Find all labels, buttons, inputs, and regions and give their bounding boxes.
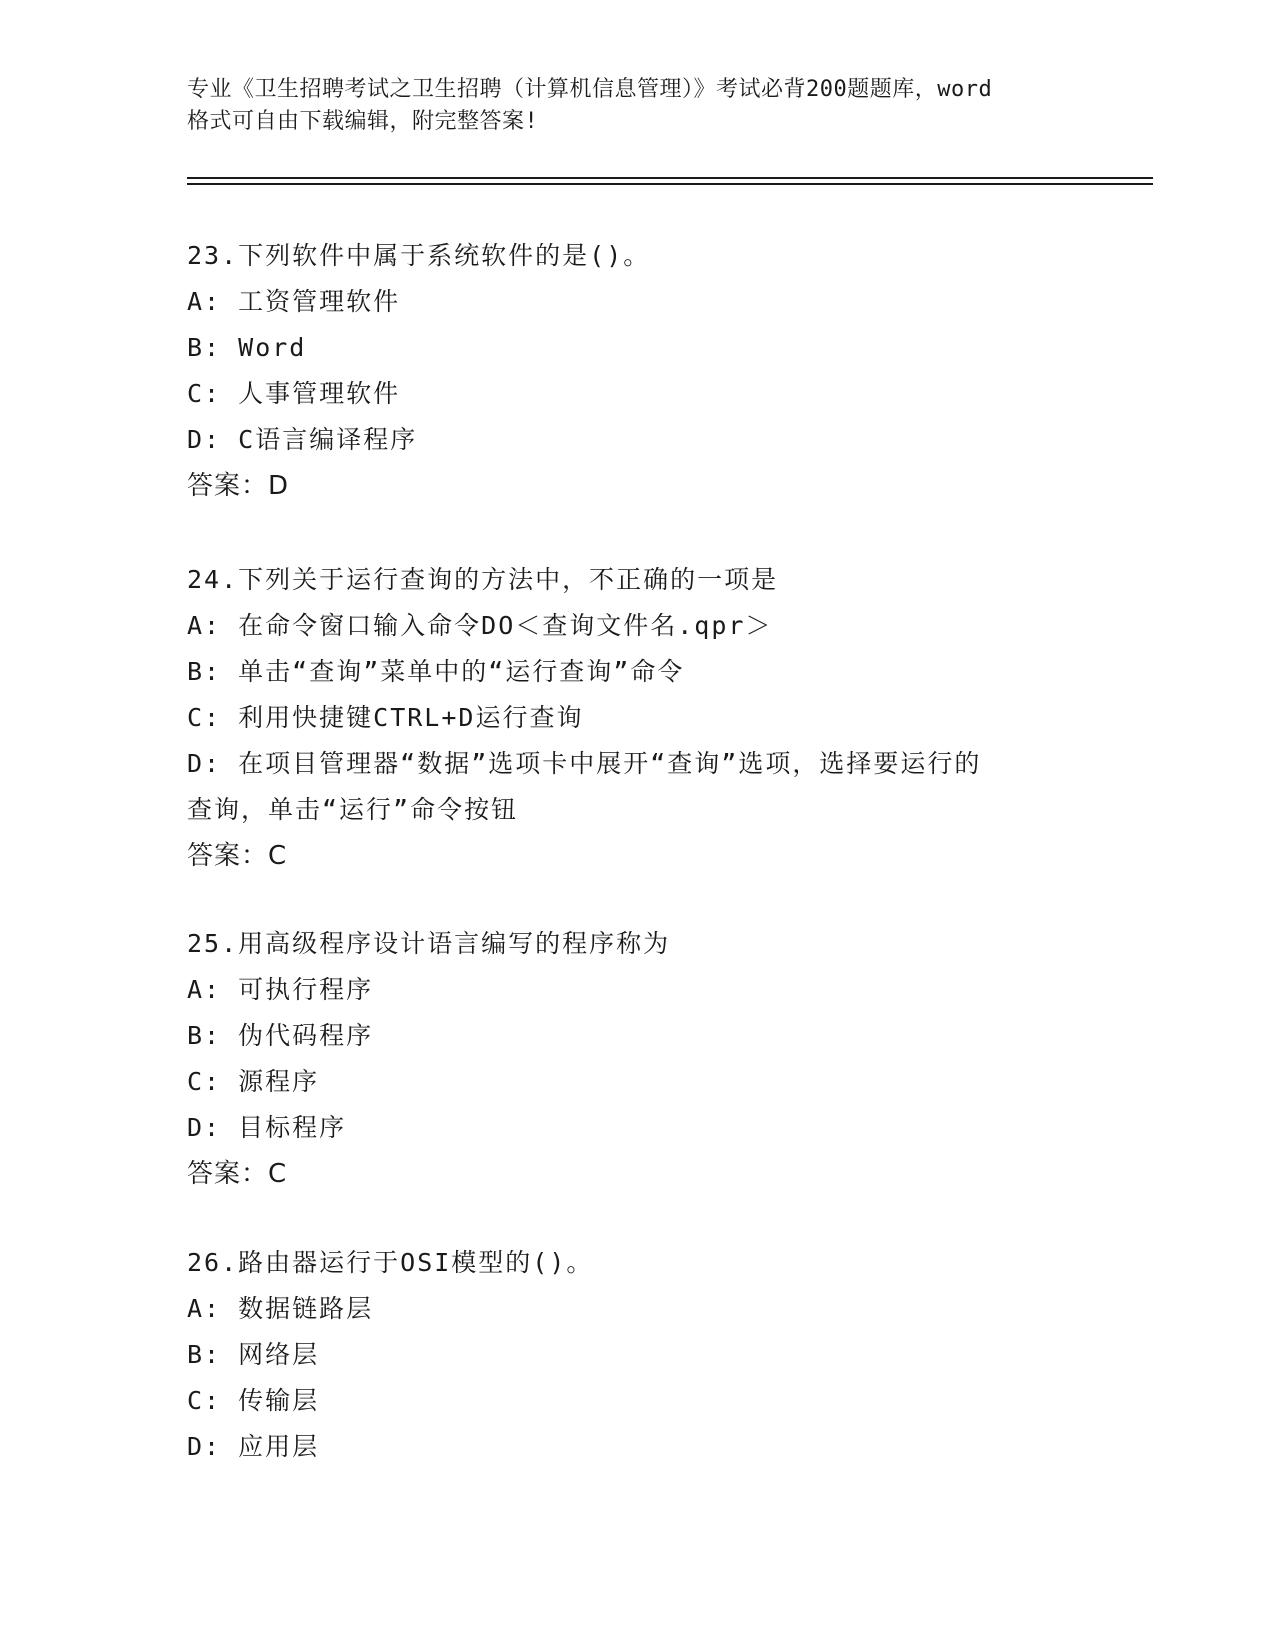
option-d: D: 在项目管理器“数据”选项卡中展开“查询”选项，选择要运行的 <box>187 749 982 778</box>
question-25 <box>187 921 1087 1197</box>
option-a: A: 在命令窗口输入命令DO＜查询文件名.qpr＞ <box>187 611 773 640</box>
option-a: A: 可执行程序 <box>187 975 374 1004</box>
option-a: A: 数据链路层 <box>187 1294 374 1323</box>
answer-text: 答案：C <box>187 1159 288 1189</box>
option-c: C: 人事管理软件 <box>187 379 401 408</box>
option-d: D: C语言编译程序 <box>187 425 418 454</box>
answer-text: 答案：C <box>187 841 288 871</box>
question-stem: 26.路由器运行于OSI模型的()。 <box>187 1248 594 1277</box>
option-a: A: 工资管理软件 <box>187 287 401 316</box>
document-header <box>187 74 1107 138</box>
question-24 <box>187 557 1087 879</box>
option-d: D: 目标程序 <box>187 1113 347 1142</box>
header-divider-bottom <box>187 183 1153 185</box>
option-b: B: Word <box>187 333 307 362</box>
option-b: B: 伪代码程序 <box>187 1021 374 1050</box>
question-stem: 25.用高级程序设计语言编写的程序称为 <box>187 929 671 958</box>
header-divider-top <box>187 177 1153 179</box>
option-c: C: 传输层 <box>187 1386 320 1415</box>
question-stem: 24.下列关于运行查询的方法中，不正确的一项是 <box>187 565 779 594</box>
answer-text: 答案：D <box>187 471 290 501</box>
question-23 <box>187 233 1087 509</box>
question-stem: 23.下列软件中属于系统软件的是()。 <box>187 241 651 270</box>
option-b: B: 单击“查询”菜单中的“运行查询”命令 <box>187 657 685 686</box>
question-26 <box>187 1240 1087 1470</box>
header-line-2: 格式可自由下载编辑，附完整答案! <box>187 109 539 134</box>
option-d: D: 应用层 <box>187 1432 320 1461</box>
option-c: C: 源程序 <box>187 1067 320 1096</box>
header-line-1: 专业《卫生招聘考试之卫生招聘（计算机信息管理）》考试必背200题题库，word <box>187 77 993 102</box>
option-b: B: 网络层 <box>187 1340 320 1369</box>
option-c: C: 利用快捷键CTRL+D运行查询 <box>187 703 584 732</box>
option-d-continuation: 查询，单击“运行”命令按钮 <box>187 795 519 824</box>
